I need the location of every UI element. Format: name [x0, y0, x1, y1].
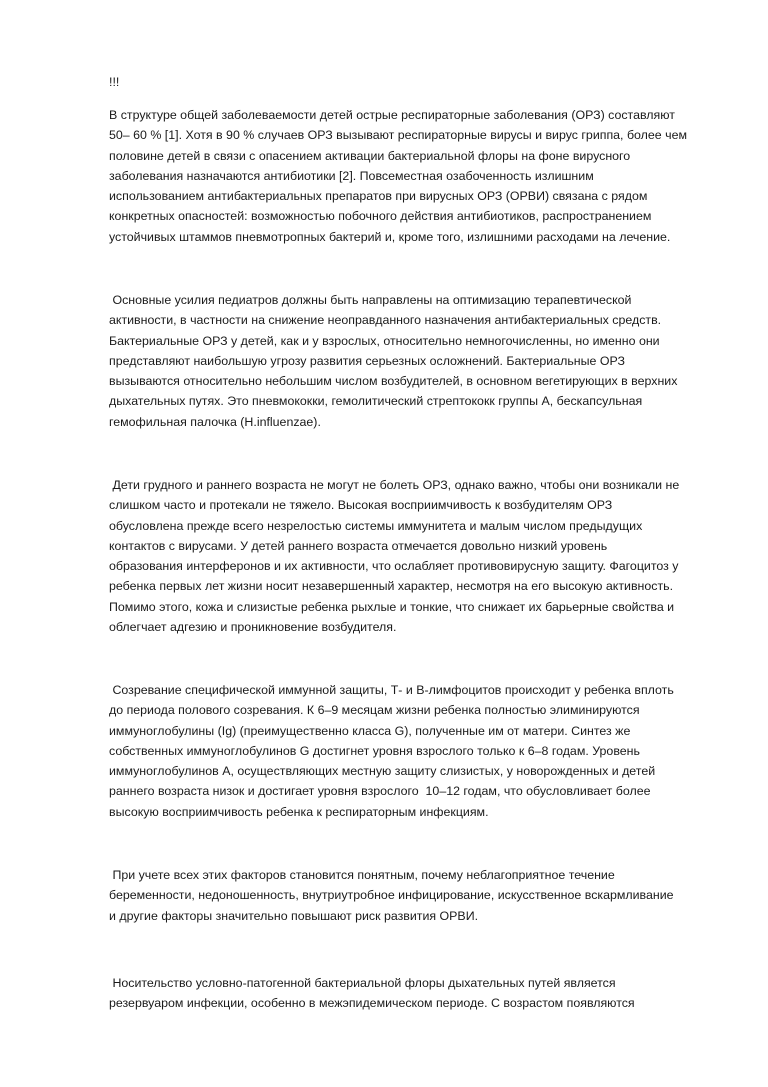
- paragraph-line: устойчивых штаммов пневмотропных бактерий и, кроме того, излишними расходами на лечение.: [109, 229, 671, 244]
- paragraph-line: иммуноглобулинов А, осуществляющих местную защиту слизистых, у новорожденных и детей: [109, 764, 656, 779]
- paragraph-line: иммуноглобулины (Ig) (преимущественно класса G), полученные им от матери. Синтез же: [109, 723, 631, 738]
- paragraph-line: представляют наибольшую угрозу развития серьезных осложнений. Бактериальные ОРЗ: [109, 353, 626, 368]
- paragraph-line: Основные усилия педиатров должны быть направлены на оптимизацию терапевтической: [109, 293, 632, 307]
- paragraph-line: заболевания назначаются антибиотики [2]. Повсеместная озабоченность излишним: [109, 168, 594, 183]
- paragraph-line: Носительство условно-патогенной бактериальной флоры дыхательных путей является: [109, 976, 616, 990]
- paragraph-line: облегчает адгезию и проникновение возбудителя.: [109, 620, 397, 635]
- paragraph-line: гемофильная палочка (H.influenzae).: [109, 414, 321, 429]
- paragraph-line: слишком часто и протекали не тяжело. Высокая восприимчивость к возбудителям ОРЗ: [109, 498, 613, 513]
- paragraph-line: конкретных опасностей: возможностью побочного действия антибиотиков, распространением: [109, 209, 652, 224]
- paragraph-5: [109, 865, 714, 926]
- paragraph-line: обусловлена прежде всего незрелостью системы иммунитета и малым числом предыдущих: [109, 518, 643, 533]
- paragraph-line: Помимо этого, кожа и слизистые ребенка рыхлые и тонкие, что снижает их барьерные свойства и: [109, 599, 675, 614]
- paragraph-line: до периода полового созревания. К 6–9 месяцам жизни ребенка полностью элиминируются: [109, 703, 640, 718]
- paragraph-line: ребенка первых лет жизни носит незавершенный характер, несмотря на его высокую активность.: [109, 579, 674, 594]
- paragraph-line: Дети грудного и раннего возраста не могут не болеть ОРЗ, однако важно, чтобы они возникали не: [109, 478, 680, 492]
- paragraph-line: собственных иммуноглобулинов G достигнет уровня взрослого только к 6–8 годам. Уровень: [109, 743, 640, 758]
- paragraph-line: высокую восприимчивость ребенка к респираторным инфекциям.: [109, 804, 489, 819]
- paragraph-line: и другие факторы значительно повышают риск развития ОРВИ.: [109, 908, 479, 923]
- paragraph-line: дыхательных путях. Это пневмококки, гемолитический стрептококк группы А, бескапсульная: [109, 394, 643, 409]
- paragraph-line: 50– 60 % [1]. Хотя в 90 % случаев ОРЗ вызывают респираторные вирусы и вирус гриппа, более чем: [109, 128, 687, 143]
- paragraph-4: [109, 680, 714, 822]
- paragraph-line: беременности, недоношенность, внутриутробное инфицирование, искусственное вскармливание: [109, 888, 674, 903]
- paragraph-line: вызываются относительно небольшим числом возбудителей, в основном вегетирующих в верхних: [109, 374, 678, 389]
- paragraph-line: раннего возраста низок и достигает уровня взрослого 10–12 годам, что обусловливает более: [109, 784, 651, 799]
- paragraph-1: [109, 105, 714, 247]
- heading-text: !!!: [109, 75, 120, 89]
- paragraph-line: Созревание специфической иммунной защиты, Т- и В-лимфоцитов происходит у ребенка вплоть: [109, 683, 674, 697]
- paragraph-line: образования интерферонов и их активности, что ослабляет противовирусную защиту. Фагоцитоз у: [109, 559, 679, 574]
- paragraph-6: [109, 973, 714, 1014]
- paragraph-line: Бактериальные ОРЗ у детей, как и у взрослых, относительно немногочисленны, но именно они: [109, 333, 660, 348]
- paragraph-line: контактов с вирусами. У детей раннего возраста отмечается довольно низкий уровень: [109, 538, 608, 553]
- paragraph-2: [109, 290, 714, 432]
- heading-marker: [109, 72, 714, 92]
- paragraph-line: половине детей в связи с опасением активации бактериальной флоры на фоне вирусного: [109, 148, 631, 163]
- paragraph-line: активности, в частности на снижение неоправданного назначения антибактериальных средств.: [109, 313, 662, 328]
- paragraph-line: В структуре общей заболеваемости детей острые респираторные заболевания (ОРЗ) составляют: [109, 108, 675, 122]
- paragraph-3: [109, 475, 714, 637]
- paragraph-line: резервуаром инфекции, особенно в межэпидемическом периоде. С возрастом появляются: [109, 996, 635, 1011]
- paragraph-line: При учете всех этих факторов становится понятным, почему неблагоприятное течение: [109, 868, 615, 882]
- paragraph-line: использованием антибактериальных препаратов при вирусных ОРЗ (ОРВИ) связана с рядом: [109, 189, 648, 204]
